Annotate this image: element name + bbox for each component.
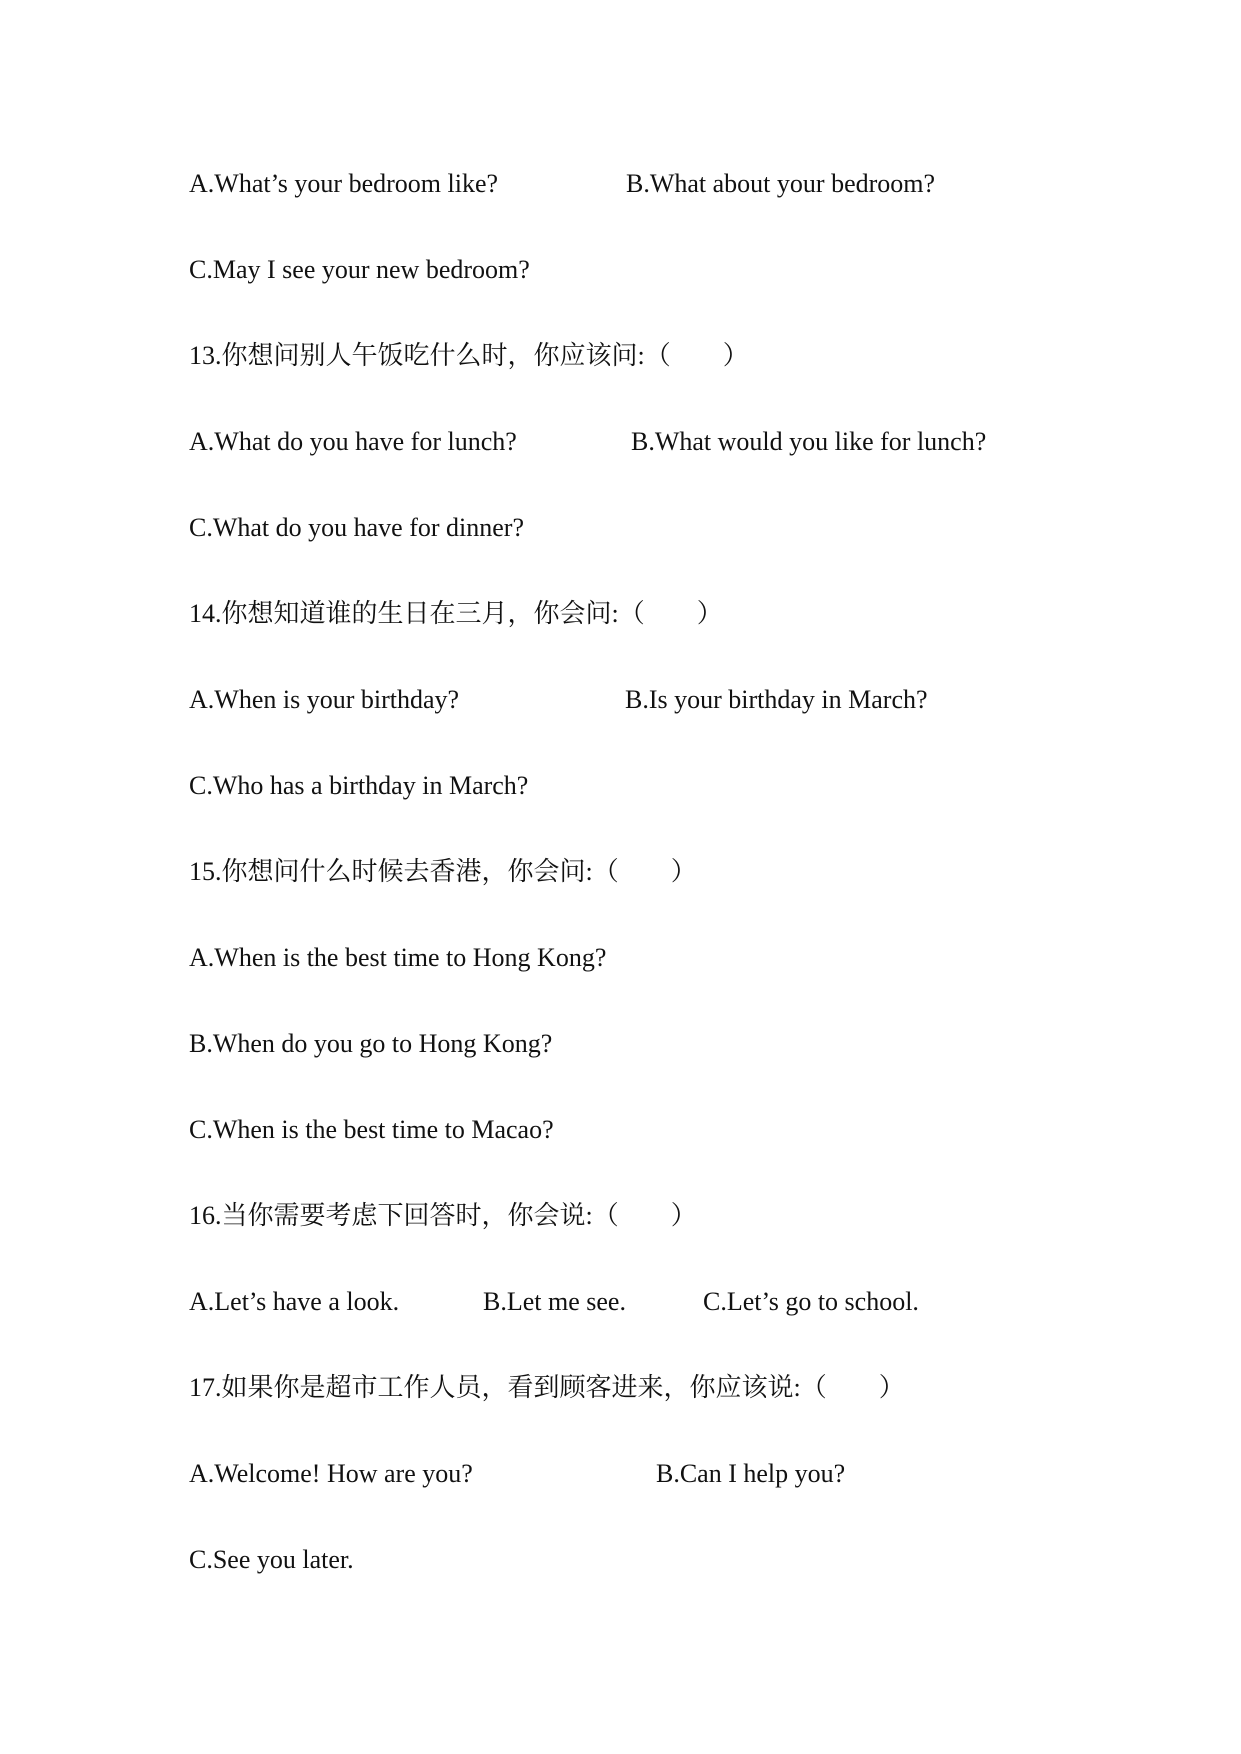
q13-option-c: C.What do you have for dinner? xyxy=(189,513,525,542)
q16-option-row xyxy=(189,1287,919,1317)
q17-option-c: C.See you later. xyxy=(189,1545,354,1574)
q16-question: 16.当你需要考虑下回答时，你会说:（ ） xyxy=(189,1201,697,1230)
q17-question: 17.如果你是超市工作人员，看到顾客进来，你应该说:（ ） xyxy=(189,1373,905,1402)
q12-option-b: B.What about your bedroom? xyxy=(626,169,936,198)
q14-option-c: C.Who has a birthday in March? xyxy=(189,771,529,800)
q14-question: 14.你想知道谁的生日在三月，你会问:（ ） xyxy=(189,599,723,628)
q13-option-b: B.What would you like for lunch? xyxy=(631,427,987,456)
q16-option-c: C.Let’s go to school. xyxy=(703,1287,919,1316)
q13-option-a: A.What do you have for lunch? xyxy=(189,427,517,456)
q15-option-b: B.When do you go to Hong Kong? xyxy=(189,1029,553,1058)
q14-option-row-1 xyxy=(189,685,928,715)
q17-option-a: A.Welcome! How are you? xyxy=(189,1459,473,1488)
q16-option-b: B.Let me see. xyxy=(483,1287,626,1316)
q17-option-row-1 xyxy=(189,1459,846,1489)
q15-option-a: A.When is the best time to Hong Kong? xyxy=(189,943,607,972)
q15-option-c: C.When is the best time to Macao? xyxy=(189,1115,554,1144)
q12-option-a: A.What’s your bedroom like? xyxy=(189,169,499,198)
q14-option-a: A.When is your birthday? xyxy=(189,685,460,714)
q14-option-b: B.Is your birthday in March? xyxy=(625,685,928,714)
q13-question: 13.你想问别人午饭吃什么时，你应该问:（ ） xyxy=(189,341,749,370)
q13-option-row-1 xyxy=(189,427,987,457)
q12-option-c: C.May I see your new bedroom? xyxy=(189,255,530,284)
q17-option-b: B.Can I help you? xyxy=(656,1459,846,1488)
q15-question: 15.你想问什么时候去香港，你会问:（ ） xyxy=(189,857,697,886)
q12-option-row-1 xyxy=(189,169,936,199)
q16-option-a: A.Let’s have a look. xyxy=(189,1287,400,1316)
